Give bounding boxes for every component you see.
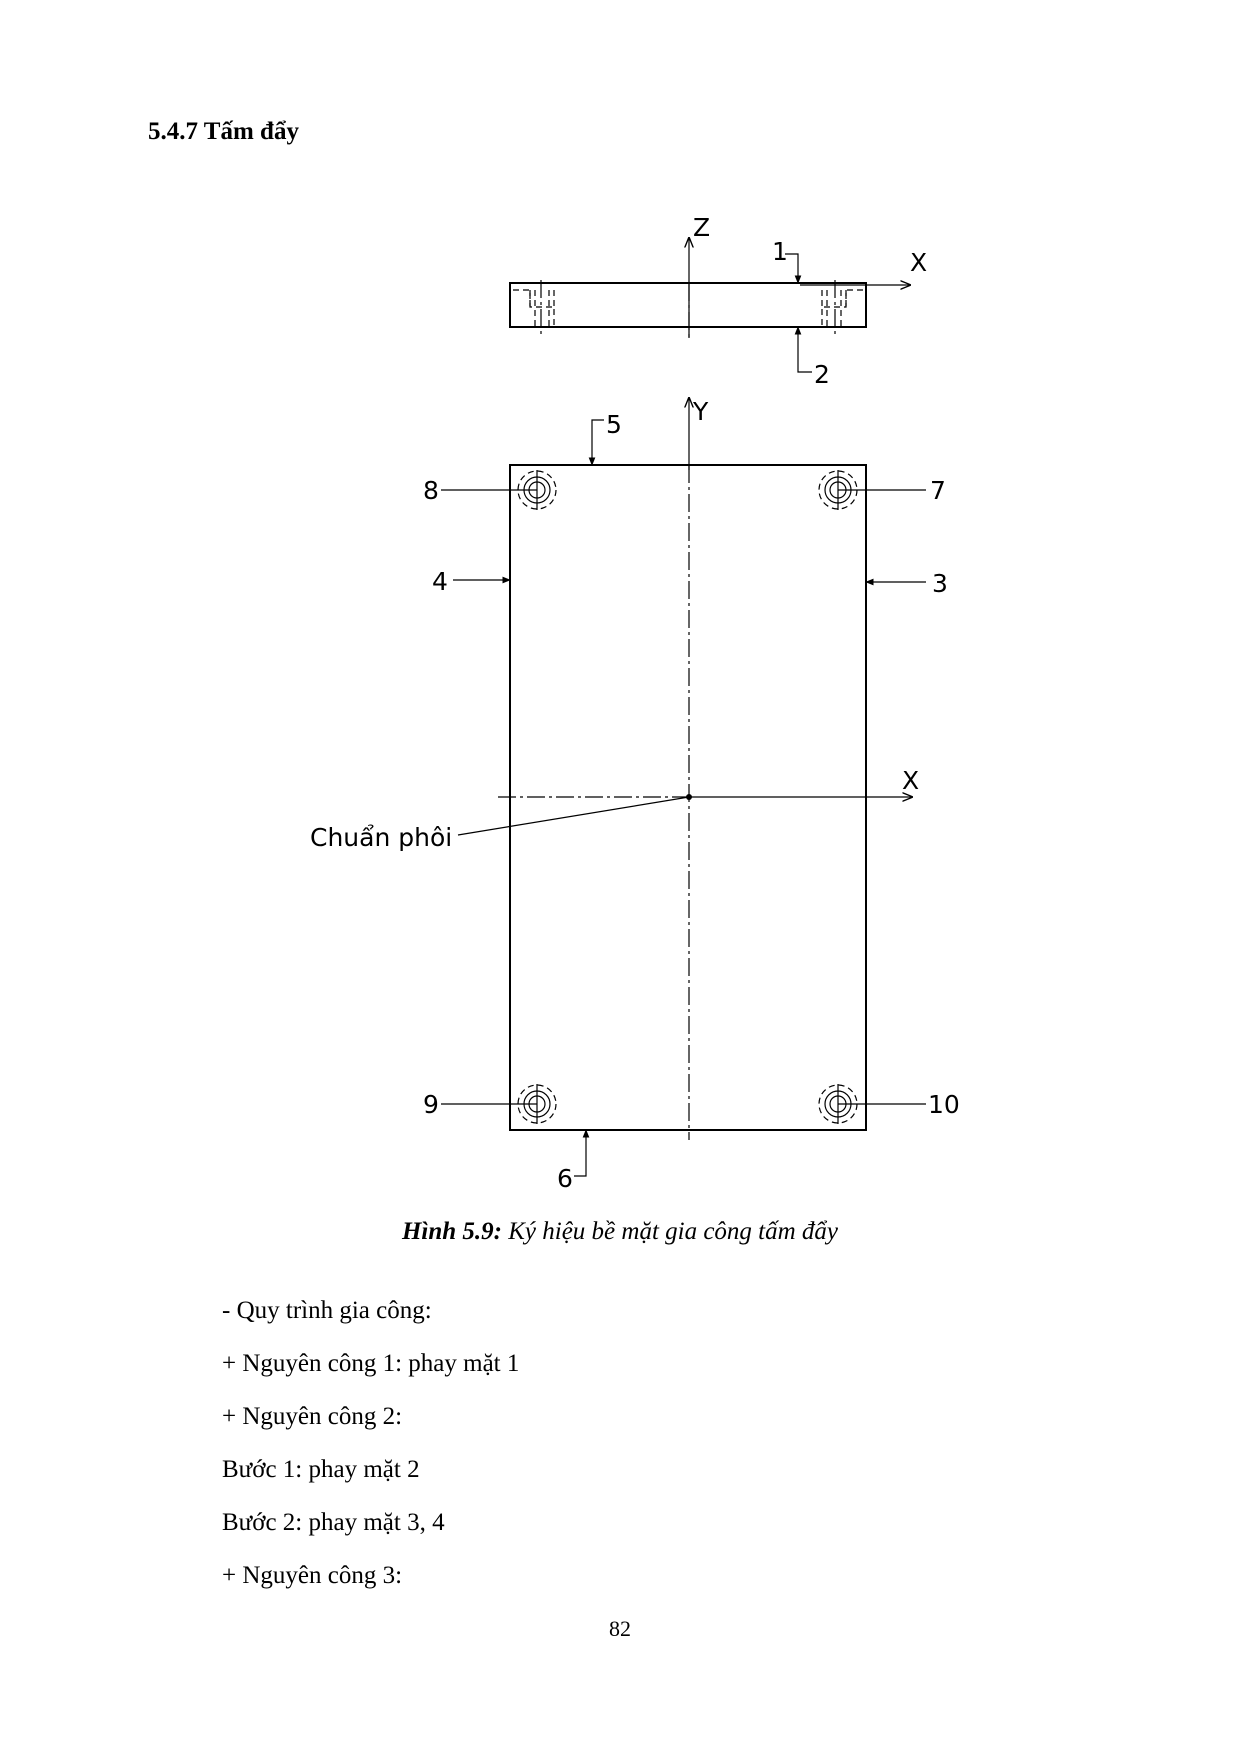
surface-label-5: 5 (606, 410, 622, 439)
surface-label-6: 6 (557, 1164, 573, 1193)
process-line: - Quy trình gia công: (222, 1297, 432, 1324)
left-hidden-hole (513, 290, 554, 327)
process-line: + Nguyên công 2: (222, 1403, 403, 1430)
process-steps (222, 1284, 519, 1602)
surface-label-10: 10 (928, 1090, 960, 1119)
figure-number: Hình 5.9: (401, 1218, 502, 1245)
datum-label: Chuẩn phôi (310, 823, 453, 852)
x-axis-side-label: X (910, 248, 928, 277)
surface-label-8: 8 (423, 476, 439, 505)
surface-label-3: 3 (932, 569, 948, 598)
section-heading: 5.4.7 Tấm đẩy (148, 118, 299, 145)
surface-label-1: 1 (772, 237, 788, 266)
page-number: 82 (609, 1616, 631, 1641)
surface-label-2: 2 (814, 360, 830, 389)
process-line: + Nguyên công 1: phay mặt 1 (222, 1350, 520, 1377)
surface-label-4: 4 (432, 567, 448, 596)
x-axis-top-label: X (902, 766, 920, 795)
leader-2 (798, 327, 812, 372)
leader-5 (592, 420, 604, 465)
side-view (510, 213, 927, 389)
y-axis-label: Y (693, 397, 709, 426)
top-view (310, 397, 960, 1193)
datum-leader (458, 797, 689, 835)
figure-caption (0, 1218, 1240, 1246)
figure-caption-text: Ký hiệu bề mặt gia công tấm đẩy (501, 1218, 839, 1245)
side-view-outline (510, 283, 866, 327)
right-hidden-hole (822, 290, 863, 327)
process-line: Bước 2: phay mặt 3, 4 (222, 1509, 445, 1536)
surface-label-9: 9 (423, 1090, 439, 1119)
process-line: + Nguyên công 3: (222, 1562, 403, 1589)
process-line: Bước 1: phay mặt 2 (222, 1456, 420, 1483)
leader-6 (574, 1130, 586, 1176)
z-axis-label: Z (693, 213, 711, 242)
surface-label-7: 7 (930, 476, 946, 505)
